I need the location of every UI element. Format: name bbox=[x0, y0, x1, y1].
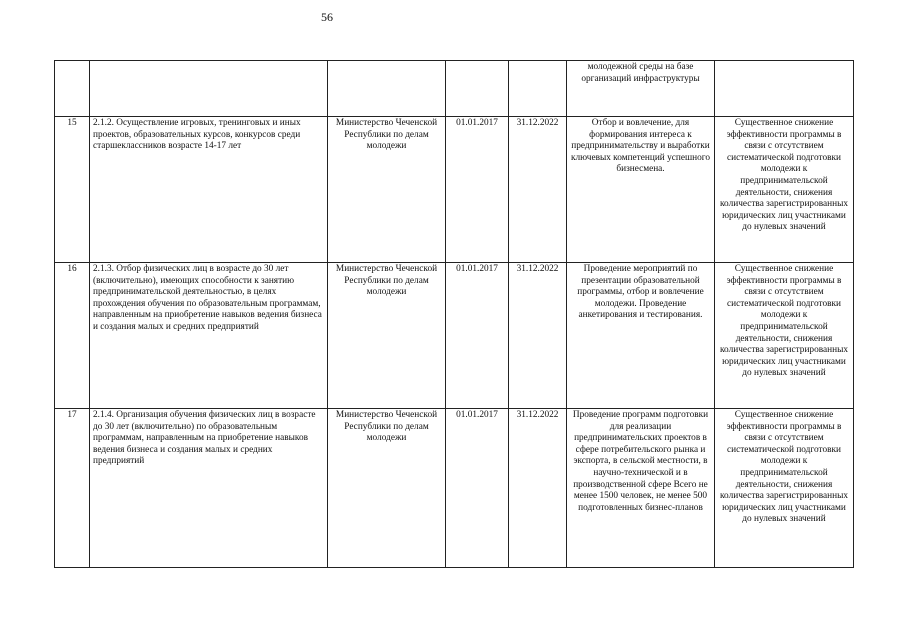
cell-num: 17 bbox=[55, 409, 90, 568]
page-number: 56 bbox=[321, 10, 333, 24]
cell-measure: 2.1.4. Организация обучения физических лиц в возрасте до 30 лет (включительно) по образовательным программам, направленным на приобретение навыков ведения бизнеса и создания малых и средних предприятий bbox=[90, 409, 328, 568]
cell-start bbox=[446, 61, 509, 117]
cell-end bbox=[509, 61, 567, 117]
cell-num: 16 bbox=[55, 263, 90, 409]
cell-result: Проведение мероприятий по презентации образовательной программы, отбор и вовлечение молодежи. Проведение анкетирования и тестирования. bbox=[567, 263, 715, 409]
cell-executor: Министерство Чеченской Республики по делам молодежи bbox=[328, 409, 446, 568]
cell-end: 31.12.2022 bbox=[509, 117, 567, 263]
cell-consequence: Существенное снижение эффективности программы в связи с отсутствием систематической подготовки молодежи к предпринимательской деятельности, снижения количества зарегистрированных юридических лиц участниками до нулевых значений bbox=[715, 117, 854, 263]
cell-measure bbox=[90, 61, 328, 117]
cell-measure: 2.1.2. Осуществление игровых, тренинговых и иных проектов, образовательных курсов, конкурсов среди старшеклассников возрасте 14-17 лет bbox=[90, 117, 328, 263]
cell-num bbox=[55, 61, 90, 117]
cell-executor bbox=[328, 61, 446, 117]
cell-result: Проведение программ подготовки для реализации предпринимательских проектов в сфере потребительского рынка и экспорта, в сельской местности, в научно-технической и в производственной сфере Всего не менее 1500 человек, не менее 500 подготовленных бизнес-планов bbox=[567, 409, 715, 568]
cell-executor: Министерство Чеченской Республики по делам молодежи bbox=[328, 263, 446, 409]
measures-table bbox=[54, 60, 854, 568]
continuation-row bbox=[55, 61, 854, 117]
cell-num: 15 bbox=[55, 117, 90, 263]
cell-start: 01.01.2017 bbox=[446, 263, 509, 409]
cell-end: 31.12.2022 bbox=[509, 263, 567, 409]
cell-end: 31.12.2022 bbox=[509, 409, 567, 568]
cell-consequence: Существенное снижение эффективности программы в связи с отсутствием систематической подготовки молодежи к предпринимательской деятельности, снижения количества зарегистрированных юридических лиц участниками до нулевых значений bbox=[715, 263, 854, 409]
cell-measure: 2.1.3. Отбор физических лиц в возрасте до 30 лет (включительно), имеющих способности к занятию предпринимательской деятельностью, в целях прохождения обучения по образовательным программам, направленным на приобретение навыков ведения бизнеса и создания малых и средних предприятий bbox=[90, 263, 328, 409]
cell-consequence bbox=[715, 61, 854, 117]
cell-result: молодежной среды на базе организаций инфраструктуры bbox=[567, 61, 715, 117]
table-row bbox=[55, 263, 854, 409]
cell-start: 01.01.2017 bbox=[446, 117, 509, 263]
cell-executor: Министерство Чеченской Республики по делам молодежи bbox=[328, 117, 446, 263]
cell-start: 01.01.2017 bbox=[446, 409, 509, 568]
table-row bbox=[55, 117, 854, 263]
cell-result: Отбор и вовлечение, для формирования интереса к предпринимательству и выработки ключевых компетенций успешного бизнесмена. bbox=[567, 117, 715, 263]
table-row bbox=[55, 409, 854, 568]
cell-consequence: Существенное снижение эффективности программы в связи с отсутствием систематической подготовки молодежи к предпринимательской деятельности, снижения количества зарегистрированных юридических лиц участниками до нулевых значений bbox=[715, 409, 854, 568]
